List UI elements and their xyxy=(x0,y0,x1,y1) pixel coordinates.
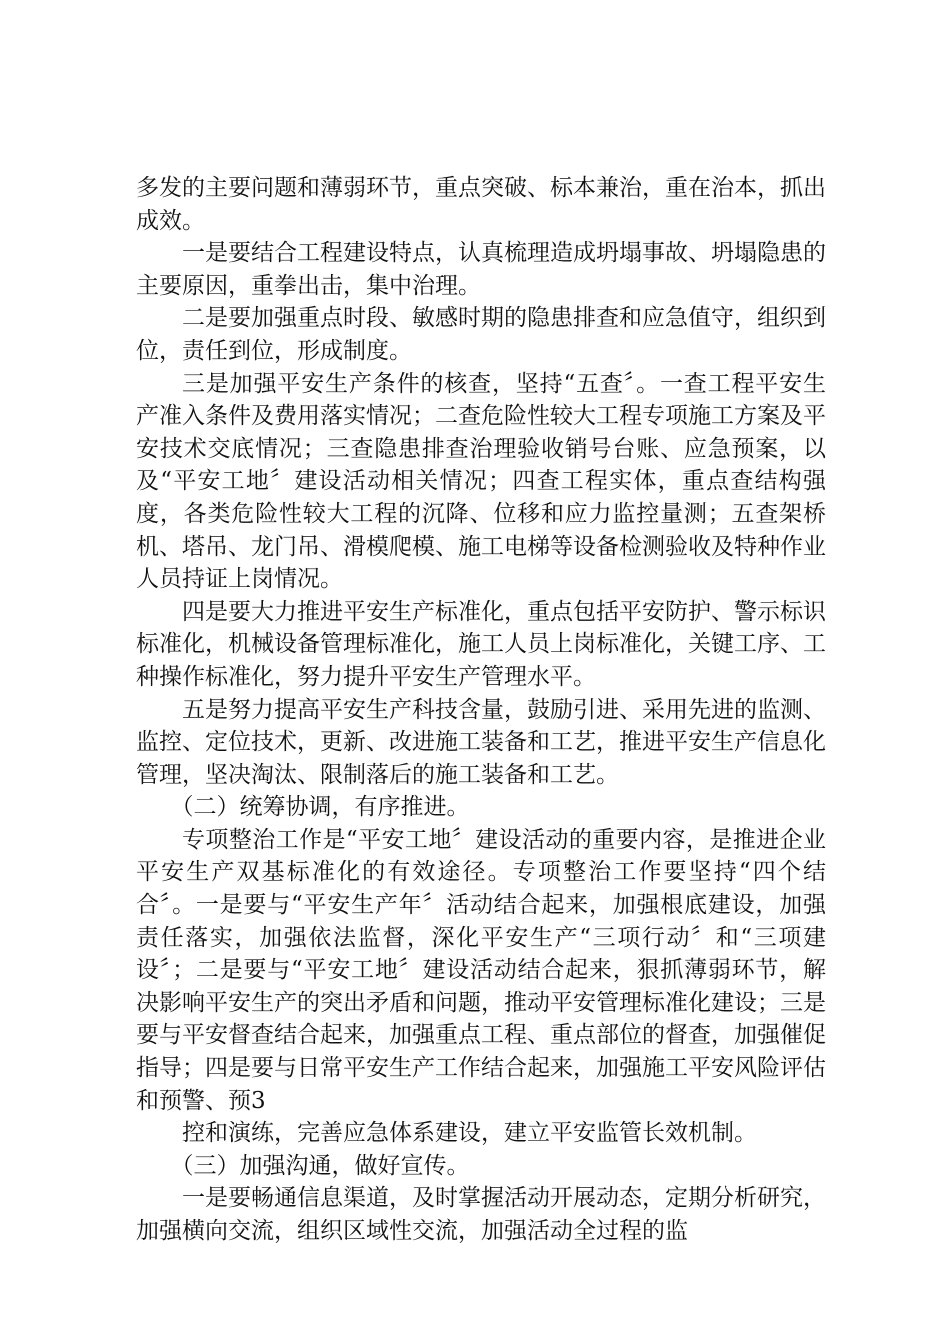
paragraph-item-1: 一是要结合工程建设特点，认真梳理造成坍塌事故、坍塌隐患的主要原因，重拳出击，集中治理。 xyxy=(136,240,826,299)
paragraph-coordination-continued: 控和演练，完善应急体系建设，建立平安监管长效机制。 xyxy=(182,1120,757,1147)
paragraph-communication: 一是要畅通信息渠道，及时掌握活动开展动态，定期分析研究，加强横向交流，组织区域性交流，加强活动全过程的监 xyxy=(136,1185,826,1244)
document-body xyxy=(136,172,826,1248)
paragraph-item-3: 三是加强平安生产条件的核查，坚持“五查〞。一查工程平安生产准入条件及费用落实情况；二查危险性较大工程专项施工方案及平安技术交底情况；三查隐患排查治理验收销号台账、应急预案，以及“平安工地〞建设活动相关情况；四查工程实体，重点查结构强度，各类危险性较大工程的沉降、位移和应力监控量测；五查架桥机、塔吊、龙门吊、滑模爬模、施工电梯等设备检测验收及特种作业人员持证上岗情况。 xyxy=(136,370,826,593)
section-heading-3: （三）加强沟通，做好宣传。 xyxy=(170,1152,470,1179)
paragraph-item-4: 四是要大力推进平安生产标准化，重点包括平安防护、警示标识标准化，机械设备管理标准化，施工人员上岗标准化，关键工序、工种操作标准化，努力提升平安生产管理水平。 xyxy=(136,598,826,690)
paragraph-coordination: 专项整治工作是“平安工地〞建设活动的重要内容，是推进企业平安生产双基标准化的有效途径。专项整治工作要坚持“四个结合〞。一是要与“平安生产年〞活动结合起来，加强根底建设，加强责任落实，加强依法监督，深化平安生产“三项行动〞和“三项建设〞；二是要与“平安工地〞建设活动结合起来，狠抓薄弱环节，解决影响平安生产的突出矛盾和问题，推动平安管理标准化建设；三是要与平安督查结合起来，加强重点工程、重点部位的督查，加强催促指导；四是要与日常平安生产工作结合起来，加强施工平安风险评估和预警、预3 xyxy=(136,826,826,1114)
paragraph-item-2: 二是要加强重点时段、敏感时期的隐患排查和应急值守，组织到位，责任到位，形成制度。 xyxy=(136,305,826,364)
paragraph-item-5: 五是努力提高平安生产科技含量，鼓励引进、采用先进的监测、监控、定位技术，更新、改进施工装备和工艺，推进平安生产信息化管理，坚决淘汰、限制落后的施工装备和工艺。 xyxy=(136,696,826,788)
paragraph-continuation: 多发的主要问题和薄弱环节，重点突破、标本兼治，重在治本，抓出成效。 xyxy=(136,175,826,234)
section-heading-2: （二）统筹协调，有序推进。 xyxy=(170,794,470,821)
